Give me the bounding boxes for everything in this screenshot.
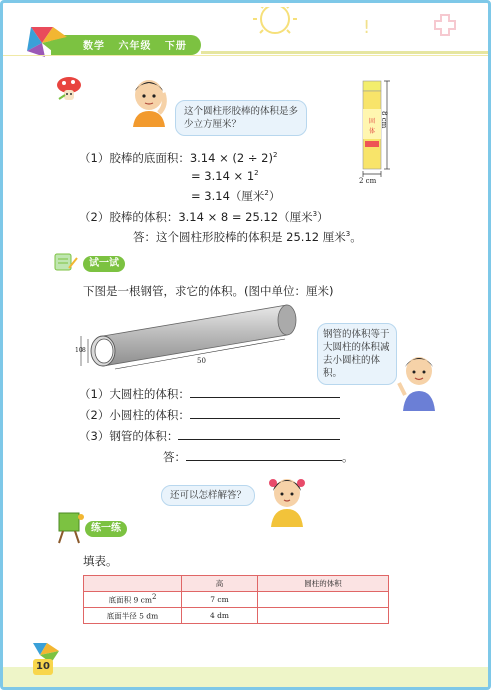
example-answer bbox=[133, 229, 362, 245]
header-stripe bbox=[201, 51, 491, 54]
try-q3 bbox=[79, 428, 340, 444]
step2-expression: 3.14 × 8 = 25.12（厘米 bbox=[178, 210, 313, 224]
svg-text:体: 体 bbox=[368, 128, 376, 135]
table-cell bbox=[84, 592, 182, 608]
boy-thinking-illustration bbox=[125, 75, 173, 127]
pipe-inner-label: 8 bbox=[82, 347, 86, 354]
try-q2 bbox=[79, 407, 340, 423]
try-q1-blank[interactable] bbox=[190, 387, 340, 398]
steel-pipe-figure bbox=[75, 303, 305, 371]
step1-line2 bbox=[191, 169, 259, 183]
table-cell: 4 dm bbox=[182, 608, 258, 624]
notebook-icon bbox=[53, 252, 81, 272]
step1-exponent: 2 bbox=[272, 151, 278, 160]
boy-pointing-illustration bbox=[395, 351, 441, 411]
practice-instruction: 填表。 bbox=[83, 554, 118, 568]
step2-label: （2）胶棒的体积： bbox=[79, 210, 179, 224]
step2-exponent: 3 bbox=[312, 210, 318, 219]
try-q1 bbox=[79, 386, 340, 402]
table-row bbox=[84, 608, 389, 624]
try-q2-blank[interactable] bbox=[190, 408, 340, 419]
try-answer-blank[interactable] bbox=[186, 450, 342, 461]
header-title bbox=[83, 37, 187, 52]
step1-expression: 3.14 × (2 ÷ 2) bbox=[189, 151, 273, 165]
try-answer-label: 答： bbox=[163, 450, 186, 464]
footer-band bbox=[3, 667, 491, 690]
pipe-outer-label: 10 bbox=[75, 347, 83, 354]
header-volume: 下册 bbox=[164, 41, 187, 52]
pipe-length-label: 50 bbox=[197, 357, 206, 365]
step2-line bbox=[79, 209, 329, 225]
step1-line3 bbox=[191, 188, 280, 204]
try-q3-blank[interactable] bbox=[178, 429, 340, 440]
step1-line2-exponent: 2 bbox=[254, 169, 259, 178]
header-subject: 数学 bbox=[83, 41, 105, 52]
svg-text:固: 固 bbox=[368, 118, 376, 125]
try-q1-label: （1）大圆柱的体积： bbox=[79, 387, 190, 401]
try-q3-label: （3）钢管的体积： bbox=[79, 429, 179, 443]
figure-diameter-label: 2 cm bbox=[359, 177, 377, 185]
table-answer-cell[interactable] bbox=[258, 608, 389, 624]
try-prompt: 下图是一根钢管，求它的体积。(图中单位：厘米) bbox=[83, 284, 334, 298]
header-decoration bbox=[213, 7, 483, 55]
easel-icon bbox=[55, 511, 85, 545]
table-cell: 7 cm bbox=[182, 592, 258, 608]
try-section-tag: 试一试 bbox=[83, 256, 125, 272]
table-cell-text: 底面积 9 cm bbox=[108, 595, 152, 605]
step1-line3-expression: = 3.14（厘米 bbox=[191, 189, 265, 203]
table-row bbox=[84, 592, 389, 608]
hint-bubble: 钢管的体积等于大圆柱的体积减去小圆柱的体积。 bbox=[317, 323, 397, 385]
table-cell bbox=[84, 608, 182, 624]
try-q2-label: （2）小圆柱的体积： bbox=[79, 408, 190, 422]
header-grade: 六年级 bbox=[118, 41, 152, 52]
step2-end: ） bbox=[317, 210, 329, 224]
table-answer-cell[interactable] bbox=[258, 592, 389, 608]
example-answer-text: 答：这个圆柱形胶棒的体积是 25.12 厘米 bbox=[133, 230, 346, 244]
header-divider bbox=[3, 55, 491, 56]
table-header-cell: 高 bbox=[182, 576, 258, 592]
try-answer-end: 。 bbox=[342, 450, 354, 464]
mushroom-mascot-icon bbox=[55, 75, 83, 103]
table-cell-exponent: 2 bbox=[151, 593, 157, 602]
try-answer bbox=[163, 449, 354, 465]
step1-line2-expression: = 3.14 × 1 bbox=[191, 169, 255, 183]
other-way-bubble: 还可以怎样解答？ bbox=[161, 485, 255, 506]
step1-line3-exponent: 2 bbox=[264, 189, 269, 198]
step1-line3-end: ） bbox=[268, 189, 281, 203]
example-question-bubble: 这个圆柱形胶棒的体积是多少立方厘米？ bbox=[175, 100, 307, 136]
step1-label: （1）胶棒的底面积： bbox=[79, 151, 190, 165]
example-answer-end: 。 bbox=[350, 230, 362, 244]
practice-table bbox=[83, 575, 389, 624]
svg-text:!: ! bbox=[363, 17, 371, 38]
glue-stick-figure bbox=[353, 79, 403, 183]
example-answer-exponent: 3 bbox=[345, 230, 351, 239]
girl-thinking-illustration bbox=[265, 471, 309, 527]
table-cell-text: 底面半径 5 dm bbox=[106, 611, 159, 621]
header-logo-icon bbox=[23, 23, 73, 59]
step1-line bbox=[79, 150, 277, 166]
table-header-row bbox=[84, 576, 389, 592]
figure-height-label: 8 cm bbox=[380, 111, 388, 129]
table-header-cell bbox=[84, 576, 182, 592]
table-header-cell: 圆柱的体积 bbox=[258, 576, 389, 592]
practice-section-tag: 练一练 bbox=[85, 521, 127, 537]
page-number: 10 bbox=[33, 659, 53, 675]
